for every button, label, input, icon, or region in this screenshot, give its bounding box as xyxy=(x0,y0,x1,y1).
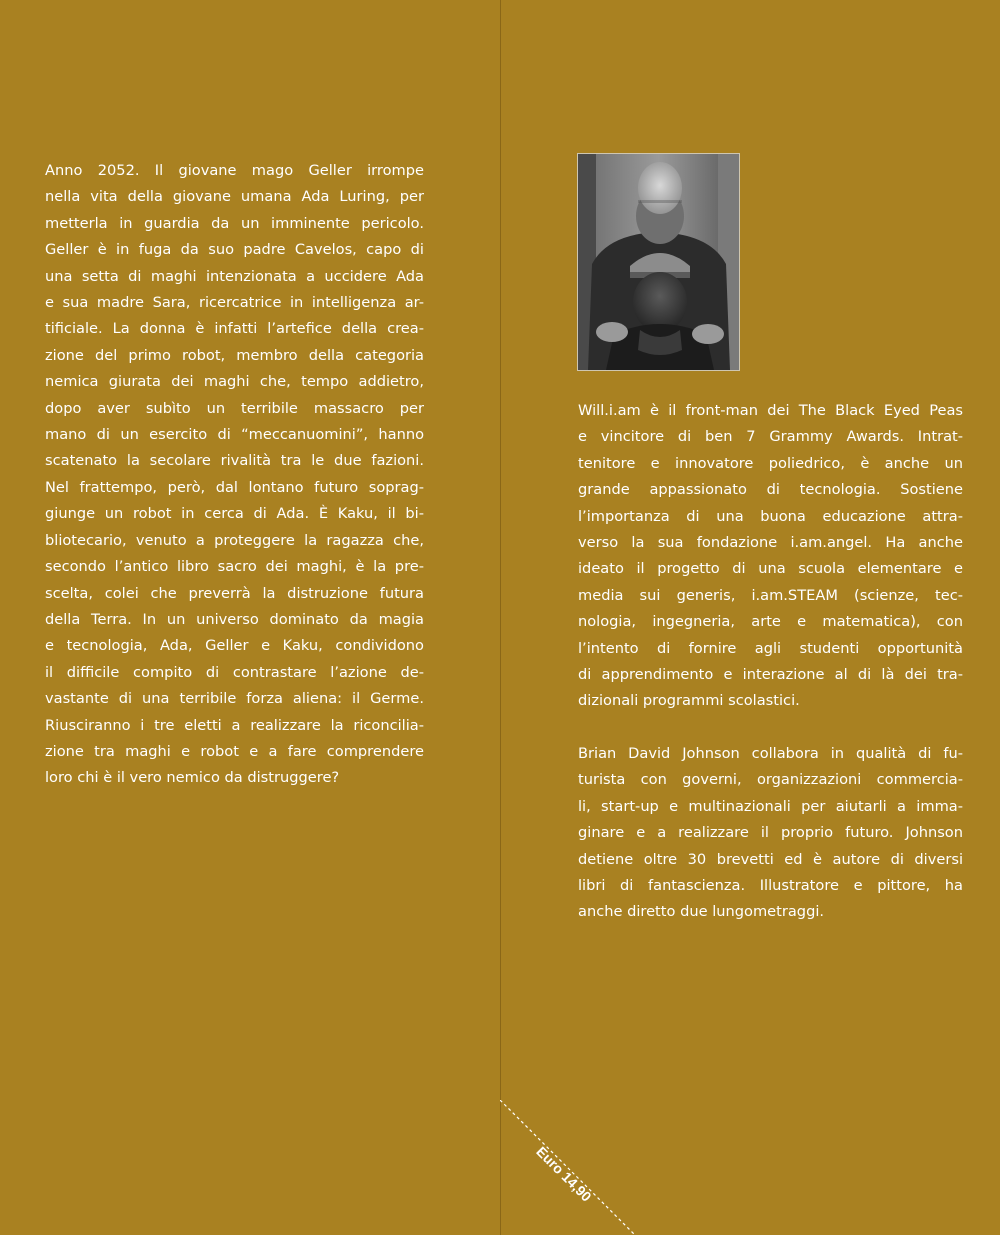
text-line: dizionali programmi scolastici. xyxy=(578,692,800,710)
text-line: bliotecario, venuto a proteggere la ragazza che, xyxy=(45,531,424,549)
price-corner-cut-line xyxy=(500,1100,640,1235)
text-line: detiene oltre 30 brevetti ed è autore di diversi xyxy=(578,850,963,868)
text-line: Riusciranno i tre eletti a realizzare la riconcilia- xyxy=(45,716,424,734)
text-line: vastante di una terribile forza aliena: il Germe. xyxy=(45,690,424,708)
text-line: mano di un esercito di “meccanuomini”, hanno xyxy=(45,426,424,444)
text-line: l’intento di fornire agli studenti opportunità xyxy=(578,639,963,657)
text-line: e sua madre Sara, ricercatrice in intelligenza ar- xyxy=(45,294,424,312)
text-line: nella vita della giovane umana Ada Luring, per xyxy=(45,188,424,206)
text-line: della Terra. In un universo dominato da magia xyxy=(45,610,424,628)
text-line: loro chi è il vero nemico da distruggere? xyxy=(45,769,340,787)
text-line: Geller è in fuga da suo padre Cavelos, capo di xyxy=(45,241,424,259)
text-line: turista con governi, organizzazioni commercia- xyxy=(578,771,963,789)
text-line: li, start-up e multinazionali per aiutarli a imma- xyxy=(578,797,963,815)
authors-photo xyxy=(577,153,740,371)
william-bio-paragraph xyxy=(578,398,963,715)
text-line: ginare e a realizzare il proprio futuro. Johnson xyxy=(578,824,963,842)
synopsis-column xyxy=(45,158,424,792)
text-line: Anno 2052. Il giovane mago Geller irrompe xyxy=(45,162,424,179)
text-line: tenitore e innovatore poliedrico, è anche un xyxy=(578,454,963,472)
price-label: Euro 14,90 xyxy=(533,1143,595,1205)
text-line: secondo l’antico libro sacro dei maghi, è la pre- xyxy=(45,558,424,576)
authors-bio-column xyxy=(578,398,963,926)
text-line: e tecnologia, Ada, Geller e Kaku, condividono xyxy=(45,637,424,655)
text-line: scatenato la secolare rivalità tra le due fazioni. xyxy=(45,452,424,470)
fold-line xyxy=(500,0,501,1235)
text-line: Will.i.am è il front-man dei The Black Eyed Peas xyxy=(578,402,963,419)
text-line: di apprendimento e interazione al di là dei tra- xyxy=(578,666,963,684)
authors-portrait-image xyxy=(578,154,739,370)
text-line: anche diretto due lungometraggi. xyxy=(578,903,825,921)
johnson-bio-paragraph xyxy=(578,741,963,926)
text-line: grande appassionato di tecnologia. Sostiene xyxy=(578,481,963,499)
text-line: scelta, colei che preverrà la distruzione futura xyxy=(45,584,424,602)
text-line: il difficile compito di contrastare l’azione de- xyxy=(45,663,424,681)
text-line: verso la sua fondazione i.am.angel. Ha anche xyxy=(578,534,963,552)
text-line: nologia, ingegneria, arte e matematica), con xyxy=(578,613,963,631)
text-line: libri di fantascienza. Illustratore e pittore, ha xyxy=(578,876,963,894)
text-line: giunge un robot in cerca di Ada. È Kaku, il bi- xyxy=(45,505,424,523)
text-line: tificiale. La donna è infatti l’artefice della crea- xyxy=(45,320,424,338)
text-line: metterla in guardia da un imminente pericolo. xyxy=(45,214,424,232)
text-line: Nel frattempo, però, dal lontano futuro soprag- xyxy=(45,478,424,496)
text-line: dopo aver subìto un terribile massacro per xyxy=(45,399,424,417)
text-line: zione del primo robot, membro della categoria xyxy=(45,346,424,364)
text-line: l’importanza di una buona educazione attra- xyxy=(578,507,963,525)
text-line: Brian David Johnson collabora in qualità di fu- xyxy=(578,744,963,762)
text-line: nemica giurata dei maghi che, tempo addietro, xyxy=(45,373,424,391)
text-line: ideato il progetto di una scuola elementare e xyxy=(578,560,963,578)
text-line: una setta di maghi intenzionata a uccidere Ada xyxy=(45,267,424,285)
text-line: e vincitore di ben 7 Grammy Awards. Intrat- xyxy=(578,428,963,446)
text-line: media sui generis, i.am.STEAM (scienze, tec- xyxy=(578,586,963,604)
text-line: zione tra maghi e robot e a fare comprendere xyxy=(45,742,424,760)
synopsis-paragraph xyxy=(45,158,424,792)
